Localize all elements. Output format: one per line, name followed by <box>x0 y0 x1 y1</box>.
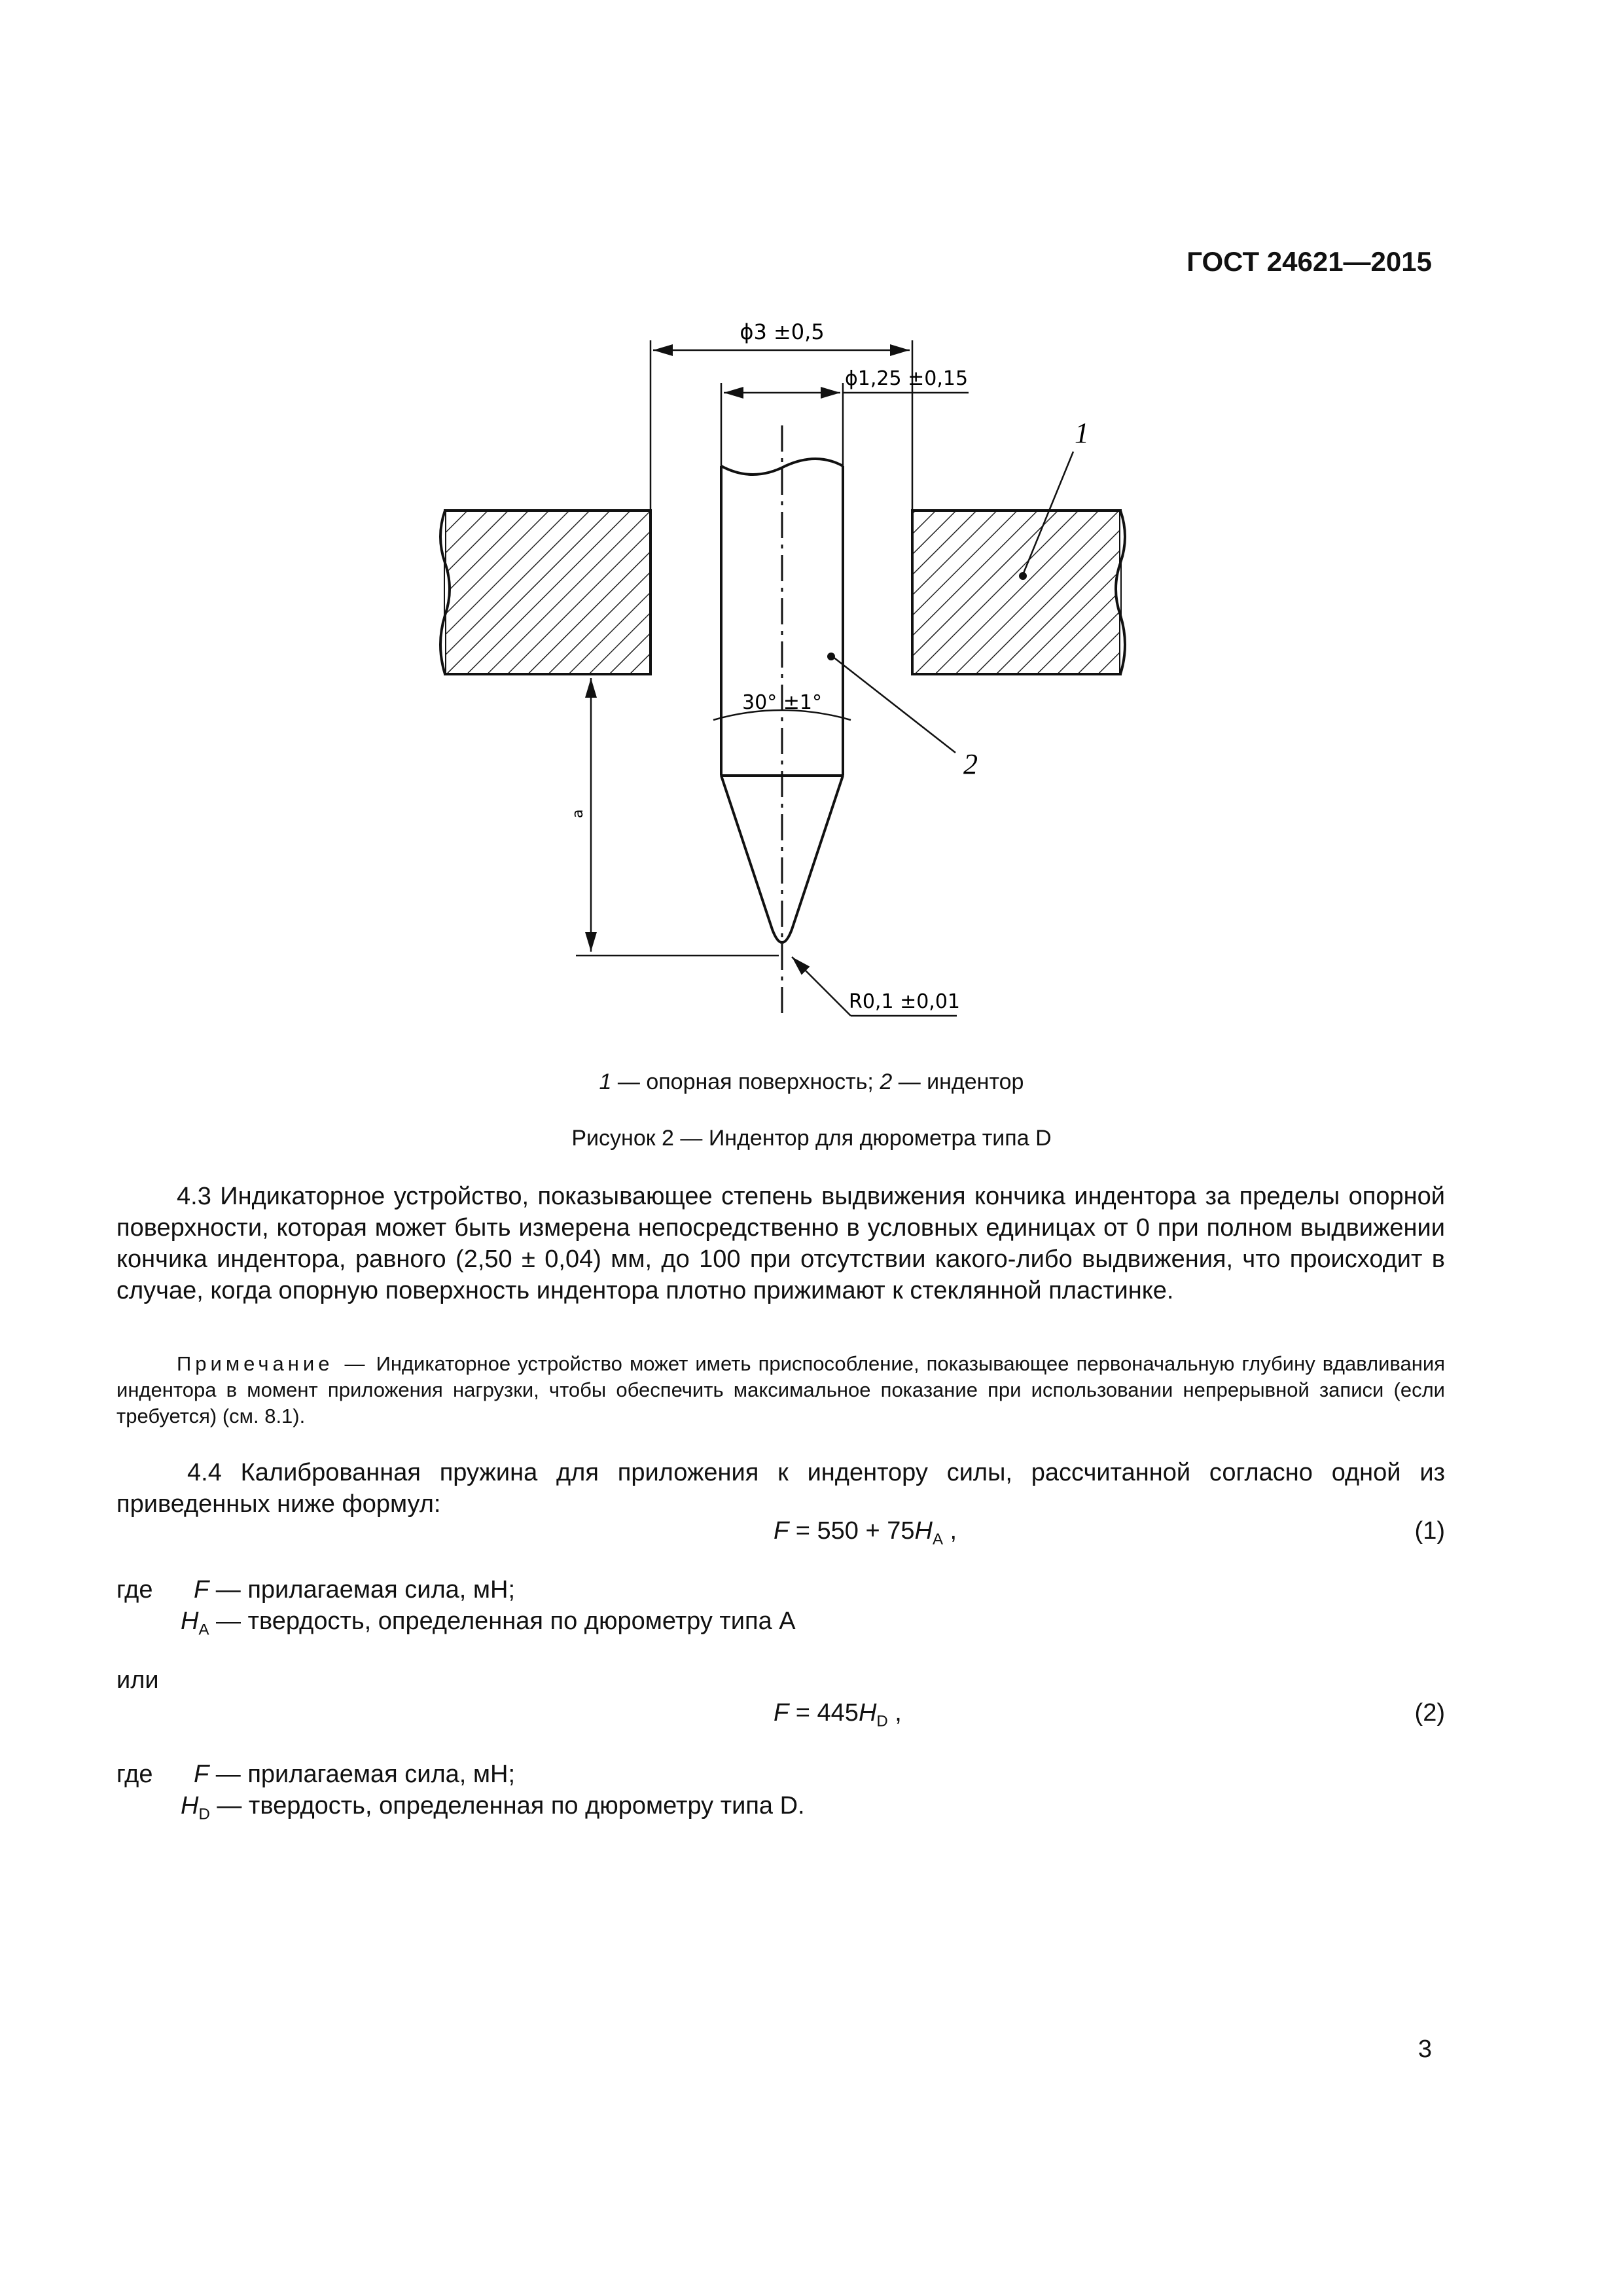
support-surface-right <box>912 511 1125 674</box>
where-2-h <box>181 1792 805 1824</box>
formula-1-tail: , <box>942 1517 957 1545</box>
where-2-h-desc: — твердость, определенная по дюрометру типа D. <box>209 1792 805 1820</box>
formula-1-number: (1) <box>1414 1517 1445 1545</box>
section-4-3: 4.3 Индикаторное устройство, показывающее степень выдвижения кончика индентора за пределы опорной поверхности, которая может быть измерена непосредственно в условных единицах от 0 при полном выдвижении кончика индентора, равного (2,50 ± 0,04) мм, до 100 при отсутствии какого-либо выдвижения, что происходит в случае, когда опорную поверхность индентора плотно прижимают к стеклянной пластинке. <box>116 1183 1445 1304</box>
dimension-a-label: a <box>570 809 586 818</box>
callout-2-dot <box>827 653 835 660</box>
radius-label: R0,1 ±0,01 <box>848 990 961 1013</box>
angle-label: 30° ±1° <box>742 691 822 714</box>
note <box>116 1351 1445 1429</box>
formula-2-number: (2) <box>1414 1699 1445 1727</box>
note-label: Примечание — <box>177 1352 369 1375</box>
where-1-word: где <box>116 1576 153 1604</box>
where-2-h-sub: D <box>198 1805 210 1823</box>
indenter-drawing <box>0 0 1623 1113</box>
dimension-inner-label: ϕ1,25 ±0,15 <box>844 367 969 390</box>
formula-2 <box>774 1699 902 1731</box>
where-2-f <box>194 1761 515 1789</box>
figure-title: Рисунок 2 — Индентор для дюрометра типа D <box>571 1126 1052 1151</box>
section-4-4: 4.4 Калиброванная пружина для приложения к индентору силы, рассчитанной согласно одной из приведенных ниже формул: <box>116 1459 1445 1518</box>
formula-1-mid: = 550 + 75 <box>789 1517 915 1545</box>
formula-2-var: H <box>858 1699 877 1727</box>
formula-1-var: H <box>914 1517 933 1545</box>
note-text: Индикаторное устройство может иметь приспособление, показывающее первоначальную глубину вдавливания индентора в момент приложения нагрузки, чтобы обеспечить максимальное показание при использовании непрерывной записи (если требуется) (см. 8.1). <box>116 1352 1445 1427</box>
support-surface-left <box>440 511 651 674</box>
where-1-h-sym: H <box>181 1607 199 1635</box>
standard-header: ГОСТ 24621—2015 <box>1186 246 1432 277</box>
callout-2: 2 <box>963 748 978 780</box>
figure-legend <box>0 1069 1623 1095</box>
legend-num-1: 1 <box>599 1069 612 1094</box>
legend-text-2: — индентор <box>892 1069 1024 1094</box>
where-2-f-desc: — прилагаемая сила, мН; <box>209 1761 516 1788</box>
where-1-f <box>194 1576 515 1604</box>
where-2-f-sym: F <box>194 1761 209 1788</box>
dimension-outer-label: ϕ3 ±0,5 <box>740 319 825 344</box>
formula-1-lhs: F <box>774 1517 789 1545</box>
dimension-inner-diameter <box>721 383 969 466</box>
where-2-word: где <box>116 1761 153 1788</box>
where-2-h-sym: H <box>181 1792 199 1820</box>
callout-1: 1 <box>1075 417 1089 449</box>
formula-2-mid: = 445 <box>789 1699 859 1727</box>
formula-2-tail: , <box>887 1699 902 1727</box>
dimension-a <box>576 674 779 956</box>
formula-2-sub: D <box>876 1712 888 1731</box>
where-1-h-sub: A <box>198 1621 209 1639</box>
formula-2-lhs: F <box>774 1699 789 1727</box>
formula-1-sub: A <box>932 1530 943 1549</box>
legend-num-2: 2 <box>880 1069 893 1094</box>
where-1-f-desc: — прилагаемая сила, мН; <box>209 1576 516 1604</box>
where-1-h <box>181 1607 796 1640</box>
legend-text-1: — опорная поверхность; <box>611 1069 880 1094</box>
where-1-f-sym: F <box>194 1576 209 1604</box>
page-number: 3 <box>1418 2036 1432 2063</box>
formula-1 <box>774 1517 957 1549</box>
where-1-h-desc: — твердость, определенная по дюрометру типа А <box>209 1607 796 1635</box>
or-word: или <box>116 1666 159 1694</box>
callout-1-dot <box>1019 572 1027 580</box>
